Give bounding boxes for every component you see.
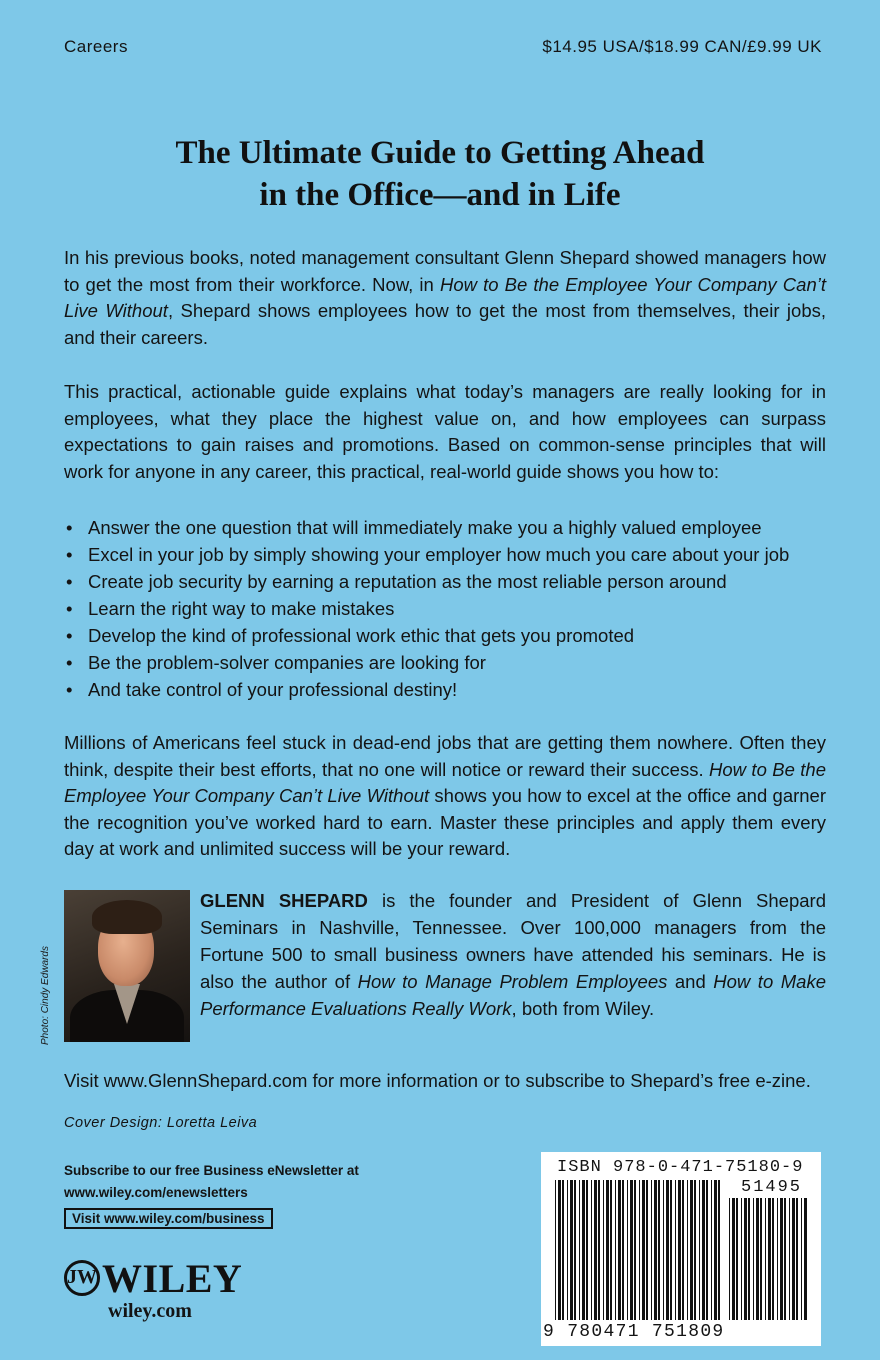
publisher-logo — [64, 1255, 243, 1301]
publisher-url: wiley.com — [108, 1300, 192, 1322]
bio-text: and — [667, 971, 714, 992]
benefit-item: • Create job security by earning a reputation as the most reliable person around — [64, 568, 834, 595]
guide-paragraph: This practical, actionable guide explains what today’s managers are really looking for in employees, what they place the highest value on, and how employees can surpass expectations to gain raises and promotions. Based on common-sense principles that will work for anyone in any career, this practical, real-world guide shows you how to: — [64, 381, 826, 482]
barcode-panel — [541, 1152, 821, 1346]
cover-design-credit: Cover Design: Loretta Leiva — [64, 1115, 258, 1131]
benefit-item: • Excel in your job by simply showing your employer how much you care about your job — [64, 541, 834, 568]
benefits-list — [64, 514, 834, 703]
intro-text-end: , Shepard shows employees how to get the most from themselves, their jobs, and their careers. — [64, 300, 827, 348]
newsletter-info — [64, 1160, 359, 1204]
closing-text-end: shows you how to excel at the office and garner the recognition you’ve worked hard to earn. Master these principles and apply them every day at work and unlimited success will be your reward. — [64, 785, 827, 859]
headline — [0, 132, 880, 216]
headline-line-1: The Ultimate Guide to Getting Ahead — [175, 135, 705, 171]
newsletter-url: www.wiley.com/enewsletters — [64, 1185, 248, 1200]
benefit-item: • And take control of your professional destiny! — [64, 676, 834, 703]
author-bio — [200, 887, 826, 1022]
newsletter-line-1: Subscribe to our free Business eNewsletter at — [64, 1163, 359, 1178]
business-link-box: Visit www.wiley.com/business — [64, 1208, 273, 1229]
headline-line-2: in the Office—and in Life — [259, 177, 621, 213]
visit-website-line: Visit www.GlennShepard.com for more information or to subscribe to Shepard’s free e-zine. — [64, 1070, 811, 1091]
bio-text: is the founder and President of Glenn Shepard Seminars in Nashville, Tennessee. Over 100,000 managers from the Fortune 500 to small business owners have attended his seminars. He is also the author of — [200, 890, 826, 992]
wiley-emblem-icon: JW — [64, 1260, 100, 1296]
ean-digits: 9 780471 751809 — [543, 1322, 725, 1342]
author-book-1: How to Manage Problem Employees — [357, 971, 668, 992]
ean-barcode-icon — [555, 1180, 723, 1320]
intro-paragraph — [64, 245, 826, 351]
addon-barcode-icon — [729, 1198, 809, 1320]
closing-text-start: Millions of Americans feel stuck in dead-end jobs that are getting them nowhere. Often they think, despite their best efforts, that no one will notice or reward their success. — [64, 732, 826, 780]
publisher-name: WILEY — [102, 1255, 243, 1301]
author-photo — [64, 890, 190, 1042]
photo-credit: Photo: Cindy Edwards — [40, 946, 51, 1045]
category-label: Careers — [64, 37, 128, 56]
bio-text: , both from Wiley. — [511, 998, 655, 1019]
benefit-item: • Answer the one question that will immediately make you a highly valued employee — [64, 514, 834, 541]
closing-paragraph — [64, 730, 826, 863]
intro-book-title: How to Be the Employee Your Company Can’t Live Without — [64, 273, 826, 321]
intro-text-start: In his previous books, noted management consultant Glenn Shepard showed managers how to get the most from their workforce. Now, in — [64, 247, 826, 295]
price-label: $14.95 USA/$18.99 CAN/£9.99 UK — [542, 37, 822, 56]
benefit-item: • Be the problem-solver companies are looking for — [64, 649, 834, 676]
price-code: 51495 — [741, 1178, 803, 1197]
closing-book-title: How to Be the Employee Your Company Can’t Live Without — [64, 758, 827, 806]
benefit-item: • Learn the right way to make mistakes — [64, 595, 834, 622]
author-name: GLENN SHEPARD — [200, 890, 368, 911]
benefit-item: • Develop the kind of professional work ethic that gets you promoted — [64, 622, 834, 649]
author-book-2: How to Make Performance Evaluations Really Work — [200, 971, 826, 1019]
isbn-number: ISBN 978-0-471-75180-9 — [557, 1158, 804, 1177]
